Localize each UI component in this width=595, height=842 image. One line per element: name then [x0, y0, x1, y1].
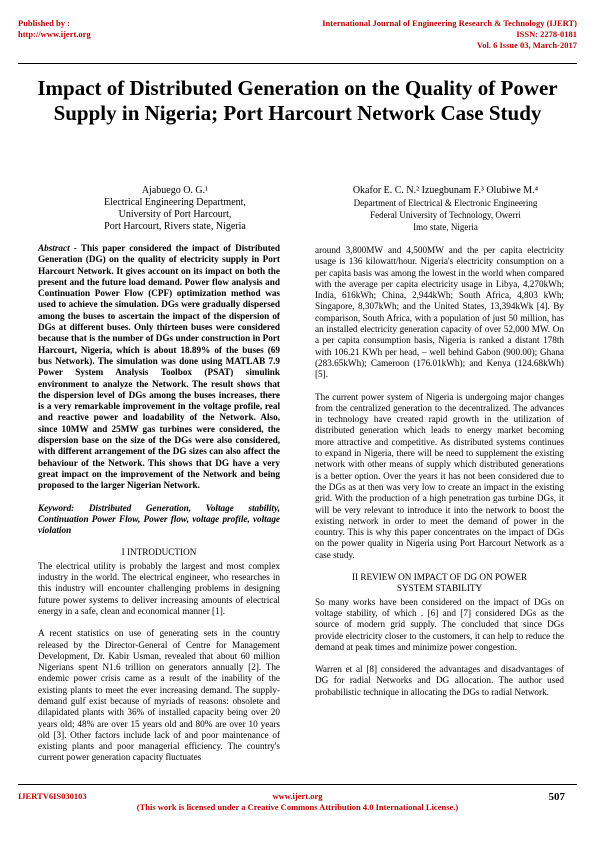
paper-title: Impact of Distributed Generation on the Quality of Power Supply in Nigeria; Port Harcourt Network Case Study [37, 76, 558, 125]
header-left [18, 18, 91, 40]
keywords: Keyword: Distributed Generation, Voltage stability, Continuation Power Flow, Power flow, voltage profile, voltage violation [38, 502, 280, 536]
header-right [322, 18, 577, 51]
right-column [315, 245, 564, 709]
paragraph: The current power system of Nigeria is undergoing major changes from the centralized generation to the decentralized. The advances in technology have created rapid growth in the utilization of distributed generation which leads to energy market becoming more attractive and competitive. As distributed systems continues to expand in Nigeria, there will be need to supplement the existing network with other means of supply which distributed generations is a better option. Over the years it has not been considered due to the DGs as at then was very low to create an impact in the existing grid. With the production of a high penetration gas turbine DGs, it will be very relevant to introduce it into the network to boost the existing network in order to meet the demand of power in the country. This is why this paper concentrates on the impact of DGs on the power quality in Nigeria using Port Harcourt Network as a case study. [315, 391, 564, 560]
page-number: 507 [548, 791, 565, 803]
paragraph: The electrical utility is probably the largest and most complex industry in the world. The electrical engineer, who researches in this industry will encounter challenging problems in designing future power systems to deliver increasing amounts of electrical energy in a safe, clean and economical manner [1]. [38, 560, 280, 616]
journal-url-link[interactable]: http://www.ijert.org [18, 29, 91, 39]
author-affiliation-3: Imo state, Nigeria [413, 222, 478, 232]
paragraph: So many works have been considered on the impact of DGs on voltage stability, of which . [6] and [7] considered DGs as the source of modern grid supply. The concluded that since DGs provide electricity closer to the customers, it can help to reduce the demand at peak times and minimize power congestion. [315, 596, 564, 652]
paragraph: around 3,800MW and 4,500MW and the per capita electricity usage is 136 kilowatt/hour. Nigeria's electricity consumption on a per capita basis was among the lowest in the world when compared with the average per capita electricity usage in Libya, 4,270kWh; India, 616kWh; China, 2,944kWh; South Africa, 4,803 kWh; Singapore, 8,307kWh; and the United States, 13,394kWk [4]. By comparison, South Africa, with a population of just 50 million, has an installed electricity generation capacity of over 52,000 MW. On a per capita consumption basis, Nigeria is ranked a distant 178th with 106.21 KWh per head, – well behind Gabon (900.00); Ghana (283.65kWh); Cameroon (176.01kWh); and Kenya (124.68kWh) [5]. [315, 245, 564, 380]
issn: ISSN: 2278-0181 [516, 29, 577, 39]
abstract-label: Abstract [38, 243, 70, 253]
author-block-right [303, 185, 588, 233]
paper-id: IJERTV6IS030103 [18, 791, 87, 801]
author-name: Ajabuego O. G.¹ [141, 185, 209, 196]
journal-name: International Journal of Engineering Research & Technology (IJERT) [322, 18, 577, 28]
author-affiliation-3: Port Harcourt, Rivers state, Nigeria [104, 221, 246, 232]
author-affiliation-1: Electrical Engineering Department, [104, 197, 246, 208]
author-affiliation-1: Department of Electrical & Electronic Engineering [353, 198, 538, 208]
section-heading-review-cont: SYSTEM STABILITY [396, 583, 483, 594]
paragraph: Warren et al [8] considered the advantages and disadvantages of DG for radial Networks and DG allocation. The author used probabilistic technique in allocating the DGs to radial Network. [315, 664, 564, 697]
volume-issue: Vol. 6 Issue 03, March-2017 [476, 40, 577, 50]
footer-center [0, 791, 595, 813]
section-heading-review: II REVIEW ON IMPACT OF DG ON POWER [351, 572, 528, 583]
abstract [38, 243, 280, 492]
header-divider [18, 63, 577, 64]
author-names: Okafor E. C. N.² Izuegbunam F.³ Olubiwe M.⁴ [352, 185, 539, 196]
abstract-text: - This paper considered the impact of Distributed Generation (DG) on the quality of electricity supply in Port Harcourt Network. It gives account on its impact on both the present and the future load demand. Power flow analysis and Continuation Power Flow (CPF) optimization method was used to achieve the simulation. DGs were gradually dispersed among the buses to ascertain the impact of the dispersion of DGs at different buses. Only thirteen buses were considered because that is the number of DGs under construction in Port Harcourt, Nigeria, which is about 18.89% of the buses (69 bus Network). The simulation was done using MATLAB 7.9 Power System Analysis Toolbox (PSAT) simulink environment to analyze the Network. The result shows that the dispersion level of DGs among the buses increases, there is a very remarkable improvement in the voltage profile, real and reactive power and loadability of the Network. Also, since 10MW and 25MW gas turbines were considered, the dispersion base on the size of the DGs were also considered, with different arrangement of the DG sizes can also affect the behaviour of the Network. This shows that DG have a very great impact on the improvement of the Network and being proposed to the larger Nigerian Network. [38, 243, 280, 491]
license-note: (This work is licensed under a Creative Commons Attribution 4.0 International License.) [136, 802, 459, 812]
author-affiliation-2: University of Port Harcourt, [118, 209, 232, 220]
paragraph: A recent statistics on use of generating sets in the country released by the Director-General of Centre for Management Development, Dr. Kabir Usman, revealed that about 60 million Nigerians spent N1.6 trillion on generators annually [2]. The endemic power crisis came as a result of the inability of the existing plants to meet the ever increasing demand. The supply-demand gulf exist because of myriads of reasons: obsolete and dilapidated plants with 36% of installed capacity being over 20 years old; 48% are over 15 years old and 80% are over 10 years old [3]. Other factors include lack of and poor maintenance of existing plants and poor managerial efficiency. The country's current power generation capacity fluctuates [38, 628, 280, 763]
published-by: Published by : [18, 18, 70, 28]
section-heading-introduction: I INTRODUCTION [121, 547, 197, 558]
left-column [38, 243, 280, 775]
author-affiliation-2: Federal University of Technology, Owerri [370, 210, 521, 220]
footer-url-link[interactable]: www.ijert.org [272, 791, 323, 801]
author-block-left [60, 185, 290, 233]
footer-divider [18, 784, 577, 785]
